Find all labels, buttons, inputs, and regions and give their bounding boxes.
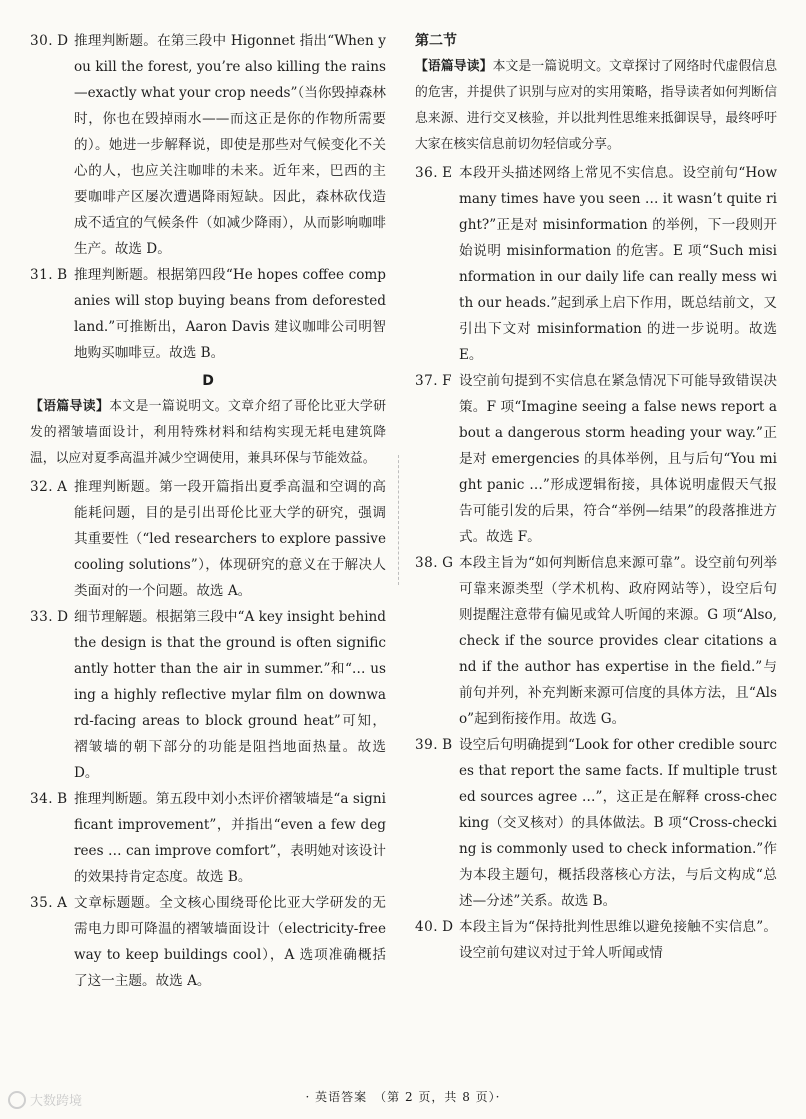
guide-label: 【语篇导读】 — [30, 399, 110, 414]
question-number: 39. — [415, 737, 439, 753]
column-divider — [398, 455, 399, 585]
guide-text: 本文是一篇说明文。文章介绍了哥伦比亚大学研发的褶皱墙面设计，利用特殊材料和结构实现无耗电建筑降温，以应对夏季高温并减少空调使用，兼具环保与节能效益。 — [30, 399, 387, 466]
question-number: 32. — [30, 479, 54, 495]
question-number: 31. — [30, 267, 54, 283]
answer-letter: D — [57, 609, 69, 625]
answer-letter: D — [57, 33, 69, 49]
page-footer: · 英语答案 （第 2 页，共 8 页）· — [305, 1090, 501, 1104]
answer-explanation: 推理判断题。第一段开篇指出夏季高温和空调的高能耗问题，目的是引出哥伦比亚大学的研究，强调其重要性（“led researchers to explore passive cooling solutions”），体现研究的意义在于解决人类面对的一个问题。故选 A。 — [74, 479, 386, 599]
question-number: 38. — [415, 555, 439, 571]
section-d-guide — [30, 394, 386, 472]
answer-letter: A — [57, 479, 68, 495]
watermark-text: 大数跨境 — [30, 1094, 83, 1109]
answer-letter: E — [442, 165, 453, 181]
left-column — [30, 28, 386, 994]
answer-explanation: 推理判断题。第五段中刘小杰评价褶皱墙是“a significant improvement”，并指出“even a few degrees … can improve comfort”，表明她对该设计的效果持肯定态度。故选 B。 — [74, 791, 386, 885]
section-2-title: 第二节 — [415, 33, 457, 49]
answer-explanation: 细节理解题。根据第三段中“A key insight behind the design is that the ground is often significantly hotter than the air in summer.”和“… using a highly reflective mylar film on downward-facing areas to block ground heat”可知，褶皱墙的朝下部分的功能是阻挡地面热量。故选 D。 — [74, 609, 386, 781]
answer-item-36 — [415, 160, 777, 368]
answer-item-34 — [30, 786, 386, 890]
guide-text: 本文是一篇说明文。文章探讨了网络时代虚假信息的危害，并提供了识别与应对的实用策略，指导读者如何判断信息来源、进行交叉核验，并以批判性思维来抵御误导，最终呼吁大家在核实信息前切勿轻信或分享。 — [415, 59, 778, 152]
answer-item-35 — [30, 890, 386, 994]
question-number: 40. — [415, 919, 439, 935]
question-number: 36. — [415, 165, 439, 181]
answer-letter: B — [57, 791, 68, 807]
answer-letter: A — [57, 895, 68, 911]
guide-label: 【语篇导读】 — [415, 59, 493, 74]
question-number: 30. — [30, 33, 54, 49]
answer-explanation: 本段主旨为“保持批判性思维以避免接触不实信息”。设空前句建议对过于耸人听闻或情 — [459, 919, 777, 961]
question-number: 37. — [415, 373, 439, 389]
answer-item-39 — [415, 732, 777, 914]
question-number: 35. — [30, 895, 54, 911]
section-d-title: D — [202, 373, 214, 389]
answer-letter: B — [57, 267, 68, 283]
right-column — [415, 28, 777, 966]
answer-item-30 — [30, 28, 386, 262]
watermark — [8, 1090, 82, 1109]
question-number: 34. — [30, 791, 54, 807]
answer-explanation: 推理判断题。根据第四段“He hopes coffee companies will stop buying beans from deforested land.”可推断出，Aaron Davis 建议咖啡公司明智地购买咖啡豆。故选 B。 — [74, 267, 386, 361]
answer-explanation: 设空后句明确提到“Look for other credible sources that report the same facts. If multiple trusted sources agree …”，这正是在解释 cross-checking（交叉核对）的具体做法。B 项“Cross-checking is commonly used to check information.”作为本段主题句，概括段落核心方法，与后文构成“总述—分述”关系。故选 B。 — [459, 737, 777, 909]
answer-item-40 — [415, 914, 777, 966]
answer-letter: D — [442, 919, 454, 935]
answer-explanation: 本段主旨为“如何判断信息来源可靠”。设空前句列举可靠来源类型（学术机构、政府网站等），设空后句则提醒注意带有偏见或耸人听闻的来源。G 项“Also, check if the source provides clear citations and if the author has expertise in the field.”与前句并列，补充判断来源可信度的具体方法，且“Also”起到衔接作用。故选 G。 — [459, 555, 777, 727]
answer-item-32 — [30, 474, 386, 604]
question-number: 33. — [30, 609, 54, 625]
answer-item-33 — [30, 604, 386, 786]
answer-item-31 — [30, 262, 386, 366]
answer-explanation: 推理判断题。在第三段中 Higonnet 指出“When you kill the forest, you’re also killing the rains—exactly what your crop needs”（当你毁掉森林时，你也在毁掉雨水——而这正是你的作物所需要的）。她进一步解释说，即使是那些对气候变化不关心的人，也应关注咖啡的未来。近年来，巴西的主要咖啡产区屡次遭遇降雨短缺。因此，森林砍伐造成不适宜的气候条件（如减少降雨），从而影响咖啡生产。故选 D。 — [74, 33, 386, 257]
answer-letter: F — [442, 373, 453, 389]
answer-explanation: 文章标题题。全文核心围绕哥伦比亚大学研发的无需电力即可降温的褶皱墙面设计（electricity-free way to keep buildings cool），A 选项准确概括了这一主题。故选 A。 — [74, 895, 386, 989]
answer-explanation: 设空前句提到不实信息在紧急情况下可能导致错误决策。F 项“Imagine seeing a false news report about a dangerous storm heading your way.”正是对 emergencies 的具体举例，且与后句“You might panic …”形成逻辑衔接，具体说明虚假天气报告可能引发的后果，符合“举例—结果”的段落推进方式。故选 F。 — [459, 373, 777, 545]
answer-explanation: 本段开头描述网络上常见不实信息。设空前句“How many times have you seen … it wasn’t quite right?”正是对 misinformation 的举例，下一段则开始说明 misinformation 的危害。E 项“Such misinformation in our daily life can really mess with our heads.”起到承上启下作用，既总结前文，又引出下文对 misinformation 的进一步说明。故选 E。 — [459, 165, 777, 363]
section-2-guide — [415, 54, 777, 158]
answer-letter: B — [442, 737, 453, 753]
watermark-logo-icon — [8, 1091, 26, 1109]
answer-item-38 — [415, 550, 777, 732]
answer-item-37 — [415, 368, 777, 550]
answer-letter: G — [442, 555, 454, 571]
